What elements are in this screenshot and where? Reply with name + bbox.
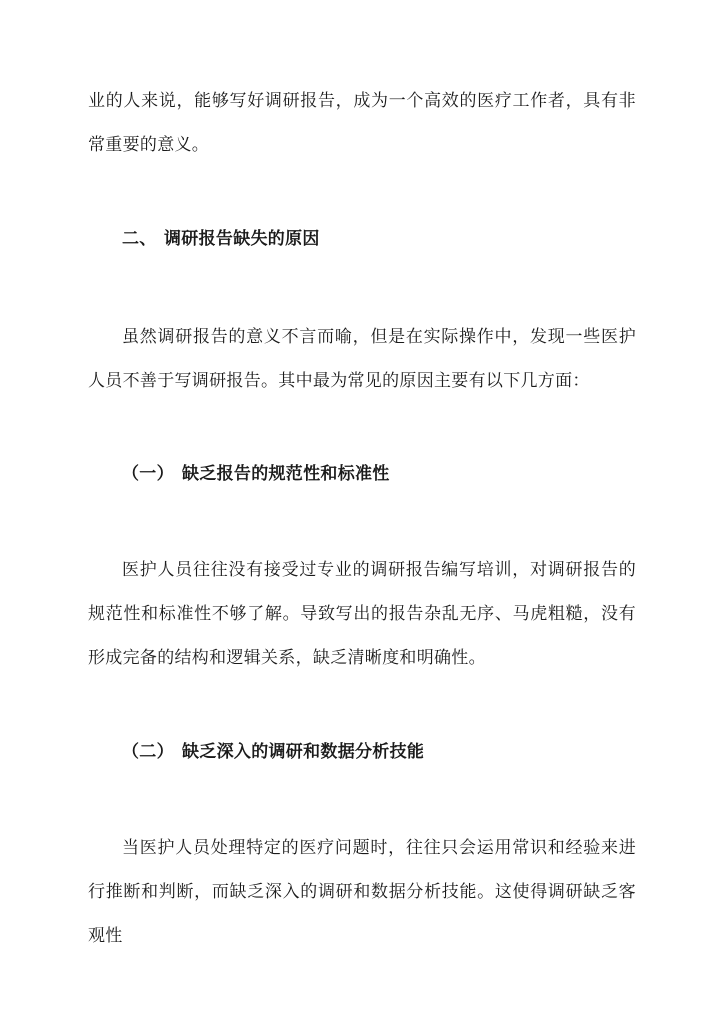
- subsection-title-1: 缺乏报告的规范性和标准性: [182, 464, 390, 484]
- paragraph-standardization: 医护人员往往没有接受过专业的调研报告编写培训，对调研报告的规范性和标准性不够了解。导致写出的报告杂乱无序、马虎粗糙，没有形成完备的结构和逻辑关系，缺乏清晰度和明确性。: [88, 560, 636, 668]
- paragraph-causes-intro: 虽然调研报告的意义不言而喻，但是在实际操作中，发现一些医护人员不善于写调研报告。其中最为常见的原因主要有以下几方面：: [88, 327, 636, 391]
- section-heading: [122, 227, 320, 251]
- section-title: 调研报告缺失的原因: [164, 229, 320, 249]
- paragraph-continuation: 业的人来说，能够写好调研报告，成为一个高效的医疗工作者，具有非常重要的意义。: [88, 91, 636, 155]
- subsection-number-2: （二）: [122, 742, 174, 762]
- subsection-heading-2: [122, 740, 424, 764]
- section-number: 二、: [122, 229, 157, 249]
- paragraph-analysis-skills: 当医护人员处理特定的医疗问题时，往往只会运用常识和经验来进行推断和判断，而缺乏深入的调研和数据分析技能。这使得调研缺乏客观性: [88, 838, 636, 946]
- subsection-heading-1: [122, 462, 390, 486]
- subsection-title-2: 缺乏深入的调研和数据分析技能: [182, 742, 425, 762]
- subsection-number-1: （一）: [122, 464, 174, 484]
